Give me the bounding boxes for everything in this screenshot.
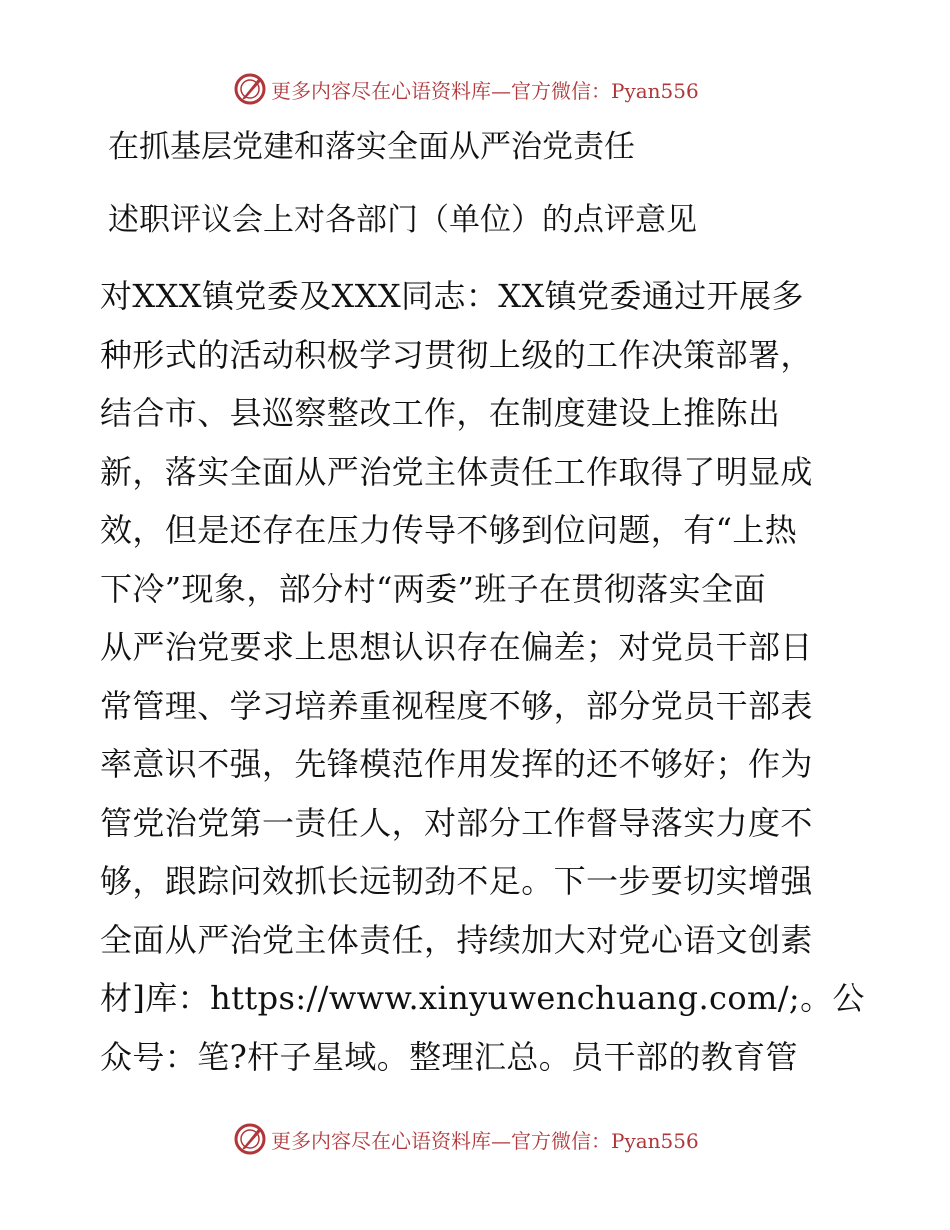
header-banner-text: 更多内容尽在心语资料库—官方微信：Pyan556 [271,78,699,103]
body-line: 材]库：https://www.xinyuwenchuang.com/;。公 [100,979,865,1017]
body-line: 从严治党要求上思想认识存在偏差；对党员干部日 [100,628,813,666]
document-title-line-2: 述职评议会上对各部门（单位）的点评意见 [108,202,697,238]
body-line: 下冷”现象，部分村“两委”班子在贯彻落实全面 [100,569,766,608]
body-line: 管党治党第一责任人，对部分工作督导落实力度不 [100,803,813,842]
footer-banner [233,1121,699,1157]
document-body [100,274,865,1093]
body-line: 常管理、学习培养重视程度不够，部分党员干部表 [100,686,813,725]
body-line: 够，跟踪问效抓长远韧劲不足。下一步要切实增强 [100,862,813,900]
quill-circle-icon [233,72,267,106]
document-title-line-1: 在抓基层党建和落实全面从严治党责任 [108,129,635,165]
body-line: 全面从严治党主体责任，持续加大对党心语文创素 [100,920,813,959]
quill-circle-icon [233,1122,267,1156]
body-line: 结合市、县巡察整改工作，在制度建设上推陈出 [100,394,781,432]
body-line: 众号：笔?杆子星域。整理汇总。员干部的教育管 [100,1037,798,1076]
footer-banner-text: 更多内容尽在心语资料库—官方微信：Pyan556 [271,1128,699,1153]
body-line: 新，落实全面从严治党主体责任工作取得了明显成 [100,452,813,491]
body-line: 对XXX镇党委及XXX同志：XX镇党委通过开展多 [100,277,804,315]
body-line: 种形式的活动积极学习贯彻上级的工作决策部署， [100,335,813,374]
body-line: 效，但是还存在压力传导不够到位问题，有“上热 [100,511,798,549]
body-line: 率意识不强，先锋模范作用发挥的还不够好；作为 [100,745,813,783]
header-banner [233,71,699,107]
